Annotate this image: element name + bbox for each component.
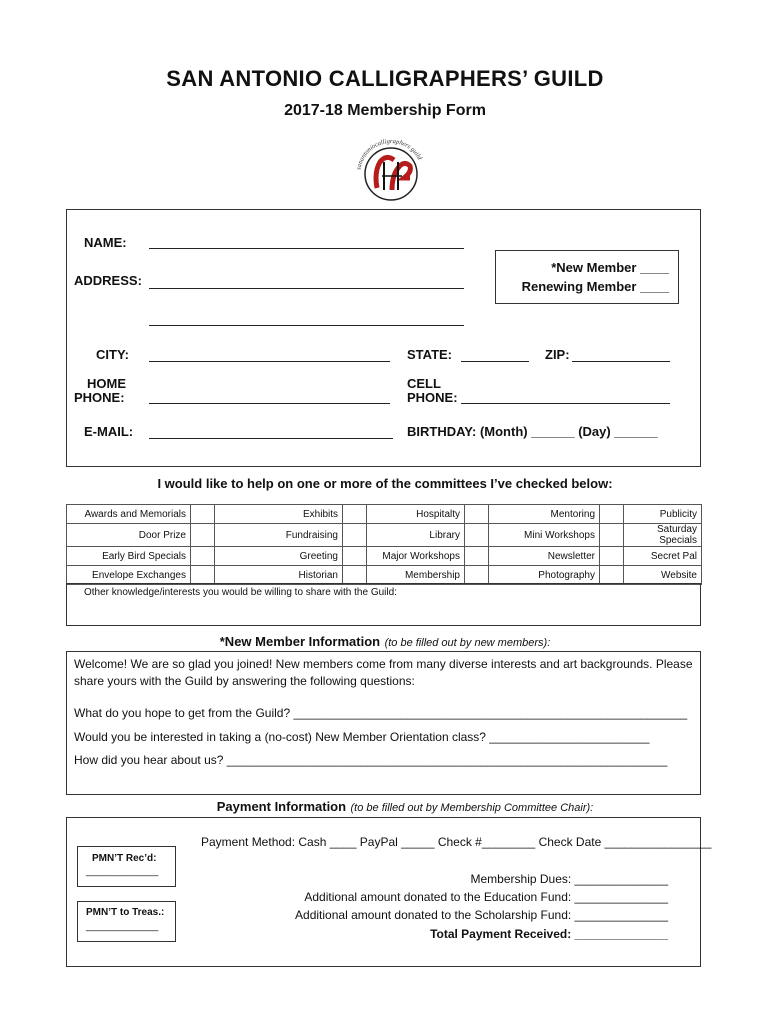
committee-checkbox[interactable] <box>191 524 215 547</box>
home-phone-label-1: HOME <box>87 376 126 391</box>
payment-method-line[interactable]: Payment Method: Cash ____ PayPal _____ Check #________ Check Date ________________ <box>201 835 712 849</box>
committee-label: Newsletter <box>489 547 600 566</box>
other-knowledge-label: Other knowledge/interests you would be willing to share with the Guild: <box>84 587 397 598</box>
committee-checkbox[interactable] <box>191 547 215 566</box>
home-phone-field[interactable] <box>149 403 390 404</box>
new-member-heading-row <box>0 633 770 651</box>
state-field[interactable] <box>461 361 529 362</box>
committee-label: Exhibits <box>215 505 343 524</box>
new-member-heading: *New Member Information <box>219 634 381 649</box>
question-hear-about[interactable]: How did you hear about us? __________________________________________________________________ <box>74 753 668 767</box>
committee-checkbox[interactable] <box>343 547 367 566</box>
address-field-line-1[interactable] <box>149 288 464 289</box>
page-subtitle: 2017-18 Membership Form <box>284 102 486 119</box>
committee-checkbox[interactable] <box>191 505 215 524</box>
committee-row <box>67 505 702 524</box>
committee-label: Major Workshops <box>367 547 465 566</box>
city-field[interactable] <box>149 361 390 362</box>
committee-label: Fundraising <box>215 524 343 547</box>
membership-dues-field[interactable]: Membership Dues: ______________ <box>470 872 668 886</box>
pmnt-recd-label: PMN’T Rec’d: <box>92 853 157 864</box>
cell-phone-label-1: CELL <box>407 376 441 391</box>
committee-checkbox[interactable] <box>465 505 489 524</box>
committee-checkbox[interactable] <box>465 566 489 585</box>
committee-label: Saturday Specials <box>624 524 702 547</box>
svg-text:sanantoniocalligraphers guild <box>355 138 423 171</box>
committee-label: Mini Workshops <box>489 524 600 547</box>
committee-label: Website <box>624 566 702 585</box>
renewing-member-option[interactable]: Renewing Member ____ <box>521 279 669 294</box>
welcome-text: Welcome! We are so glad you joined! New members come from many diverse interests and art backgrounds. Please share yours with the Guild by answering the following questions: <box>74 657 693 688</box>
committee-checkbox[interactable] <box>600 547 624 566</box>
pmnt-treas-field[interactable]: _____________ <box>86 921 159 932</box>
email-field[interactable] <box>149 438 393 439</box>
logo-text: sanantoniocalligraphers guild <box>355 137 424 171</box>
committee-row <box>67 524 702 547</box>
committee-label: Greeting <box>215 547 343 566</box>
scholarship-fund-field[interactable]: Additional amount donated to the Scholarship Fund: ______________ <box>295 908 668 922</box>
email-label: E-MAIL: <box>84 424 134 439</box>
payment-heading-row <box>0 798 770 816</box>
address-label: ADDRESS: <box>74 273 142 288</box>
name-label: NAME: <box>84 235 127 250</box>
cell-phone-label-2: PHONE: <box>407 390 458 405</box>
committee-label: Publicity <box>624 505 702 524</box>
committee-checkbox[interactable] <box>600 566 624 585</box>
new-member-option[interactable]: *New Member ____ <box>551 260 669 275</box>
birthday-field[interactable]: BIRTHDAY: (Month) ______ (Day) ______ <box>407 424 658 439</box>
committees-table <box>66 504 702 585</box>
committee-label: Early Bird Specials <box>67 547 191 566</box>
city-label: CITY: <box>96 347 129 362</box>
education-fund-field[interactable]: Additional amount donated to the Education Fund: ______________ <box>304 890 668 904</box>
zip-field[interactable] <box>572 361 670 362</box>
cell-phone-field[interactable] <box>461 403 670 404</box>
committee-label: Membership <box>367 566 465 585</box>
committee-checkbox[interactable] <box>343 505 367 524</box>
committee-label: Hospitalty <box>367 505 465 524</box>
committee-label: Mentoring <box>489 505 600 524</box>
member-type-box <box>495 250 679 304</box>
committee-row <box>67 566 702 585</box>
committee-checkbox[interactable] <box>600 505 624 524</box>
zip-label: ZIP: <box>545 347 570 362</box>
committee-checkbox[interactable] <box>465 547 489 566</box>
payment-heading-note: (to be filled out by Membership Committee Chair): <box>350 802 594 814</box>
committee-checkbox[interactable] <box>465 524 489 547</box>
committee-label: Envelope Exchanges <box>67 566 191 585</box>
committee-label: Library <box>367 524 465 547</box>
name-field[interactable] <box>149 248 464 249</box>
committee-checkbox[interactable] <box>343 566 367 585</box>
state-label: STATE: <box>407 347 453 362</box>
total-payment-field[interactable]: Total Payment Received: ______________ <box>430 927 668 941</box>
payment-heading: Payment Information <box>216 799 347 814</box>
committee-label: Door Prize <box>67 524 191 547</box>
committee-checkbox[interactable] <box>191 566 215 585</box>
address-field-line-2[interactable] <box>149 325 464 326</box>
new-member-heading-note: (to be filled out by new members): <box>384 637 551 649</box>
home-phone-label-2: PHONE: <box>74 390 125 405</box>
committee-checkbox[interactable] <box>343 524 367 547</box>
committee-row <box>67 547 702 566</box>
pmnt-recd-field[interactable]: _____________ <box>86 866 159 877</box>
committees-heading: I would like to help on one or more of the committees I’ve checked below: <box>157 476 613 491</box>
committee-label: Awards and Memorials <box>67 505 191 524</box>
pmnt-treas-label: PMN’T to Treas.: <box>86 907 165 918</box>
committee-label: Historian <box>215 566 343 585</box>
committee-label: Secret Pal <box>624 547 702 566</box>
question-hope[interactable]: What do you hope to get from the Guild? ___________________________________________________________ <box>74 706 688 720</box>
committee-checkbox[interactable] <box>600 524 624 547</box>
page-title: SAN ANTONIO CALLIGRAPHERS’ GUILD <box>166 66 604 91</box>
guild-logo <box>346 132 436 202</box>
question-orientation[interactable]: Would you be interested in taking a (no-cost) New Member Orientation class? ________________________ <box>74 730 650 744</box>
committee-label: Photography <box>489 566 600 585</box>
